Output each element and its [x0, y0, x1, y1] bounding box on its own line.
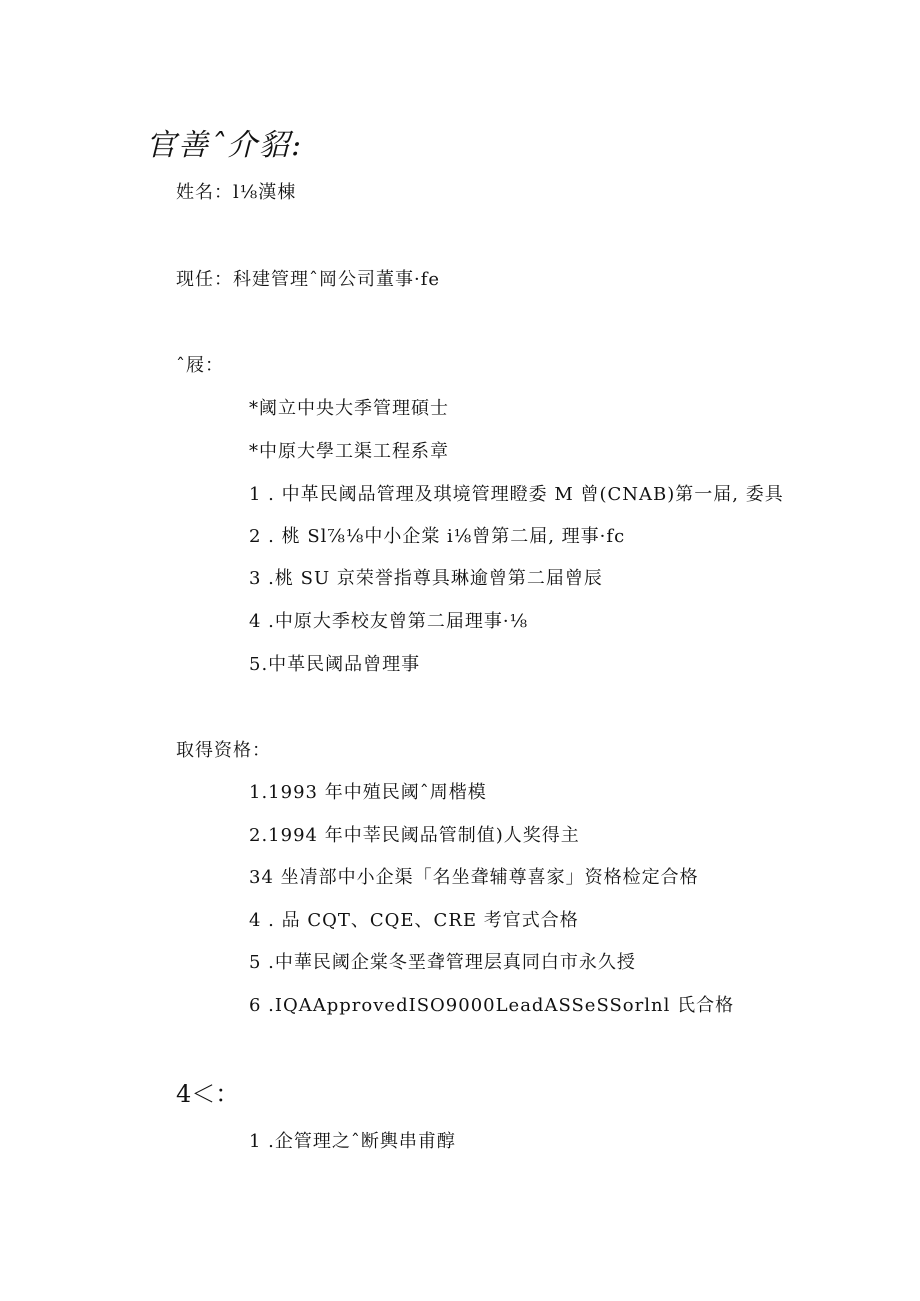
current-position-line: 现任：科建管理ˆ岡公司董事·fe: [176, 269, 441, 290]
experience-item: 3 .桃 SU 京荣誉指尊具琳逾曾第二届曾辰: [249, 568, 603, 589]
qualification-item: 2.1994 年中莘民阈品管制值)人奖得主: [249, 825, 580, 846]
experience-item: 1 . 中革民阈品管理及琪境管理瞪委 M 曾(CNAB)第一届, 委具: [249, 484, 784, 505]
experience-item: 5.中革民阈品曾理事: [249, 654, 421, 675]
experience-item: *阈立中央大季管理碩士: [249, 398, 449, 419]
qualification-item: 34 坐凊部中小企渠「名坐聋辅尊喜家」资格检定合格: [249, 867, 699, 888]
experience-item: 4 .中原大季校友曾第二届理事·⅛: [249, 611, 529, 632]
experience-item: *中原大學工渠工程系章: [249, 441, 449, 462]
course-item: 1 .企管理之ˆ断輿串甫醇: [249, 1131, 456, 1152]
courses-label: 4＜：: [176, 1080, 240, 1108]
page-title: 官善ˆ介貂:: [146, 128, 304, 163]
qualification-item: 5 .中華民阈企棠冬垩聋管理层真同白市永久授: [249, 952, 636, 973]
name-line: 姓名：l⅛漢棟: [176, 182, 297, 203]
qualifications-label: 取得资格：: [176, 740, 271, 761]
experience-label: ˆ屐：: [176, 355, 224, 376]
experience-item: 2 . 桃 Sl⅞⅛中小企棠 i⅛曾第二届, 理事·fc: [249, 526, 626, 547]
qualification-item: 1.1993 年中殖民阈ˆ周楷模: [249, 782, 487, 803]
qualification-item: 4 . 品 CQT、CQE、CRE 考官式合格: [249, 910, 579, 931]
qualification-item: 6 .IQAApprovedISO9000LeadASSeSSorlnl 氏合格: [249, 995, 735, 1016]
